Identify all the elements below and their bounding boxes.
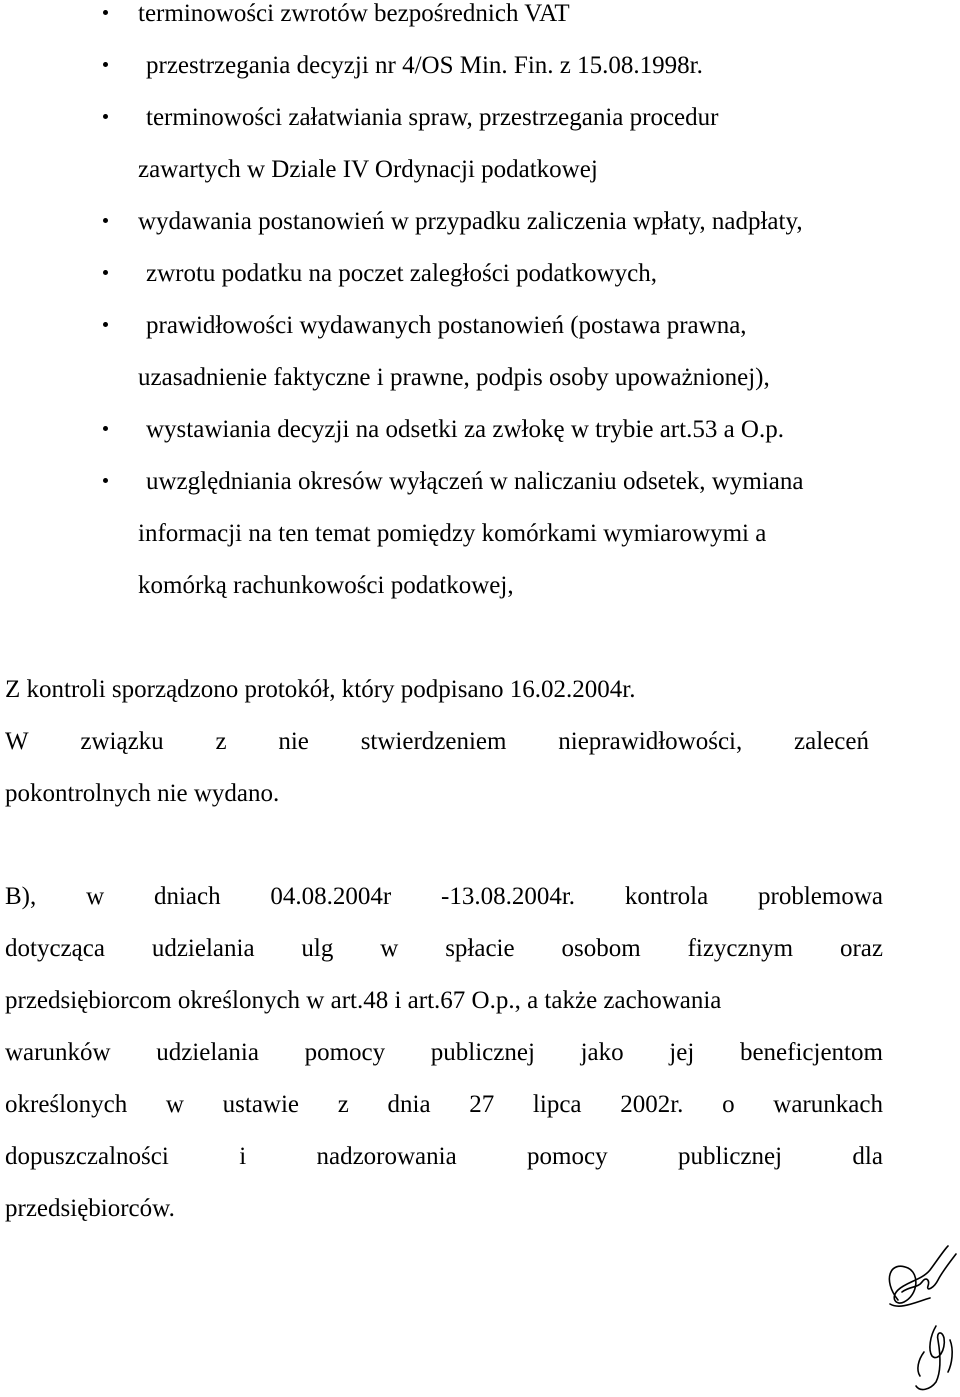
word: ustawie	[222, 1091, 300, 1118]
word: warunkach	[773, 1091, 883, 1118]
word: temat	[315, 520, 371, 547]
word: -13.08.2004r.	[441, 883, 576, 910]
word: fizycznym	[687, 935, 794, 962]
paragraph-line	[5, 923, 883, 975]
bullet-icon	[103, 270, 108, 275]
word: komórkami	[481, 520, 597, 547]
word: o	[722, 1091, 735, 1118]
word: dotycząca	[5, 935, 105, 962]
paragraph-line: przedsiębiorców.	[5, 1195, 175, 1222]
word: ten	[278, 520, 309, 547]
word: dnia	[387, 1091, 431, 1118]
word: nieprawidłowości,	[558, 728, 743, 755]
paragraph-line	[5, 1079, 883, 1131]
list-item-text: zwrotu podatku na poczet zaległości podatkowych,	[146, 260, 657, 287]
word: w	[86, 883, 105, 910]
word: z	[337, 1091, 349, 1118]
word: nie	[278, 728, 309, 755]
list-item-text: terminowości zwrotów bezpośrednich VAT	[138, 0, 570, 27]
word: wydawanych	[299, 312, 432, 339]
list-item-text-continued	[138, 508, 940, 560]
word: okresów	[298, 468, 383, 495]
paragraph-line: pokontrolnych nie wydano.	[5, 780, 280, 807]
list-item	[0, 40, 960, 92]
word: pomocy	[527, 1143, 608, 1170]
list-item-text-continued: zawartych w Dziale IV Ordynacji podatkowej	[138, 156, 598, 183]
word: pomocy	[304, 1039, 386, 1066]
word: kontrola	[624, 883, 709, 910]
word: dla	[852, 1143, 883, 1170]
list-item	[0, 92, 960, 196]
word: związku	[80, 728, 164, 755]
list-item-text: wydawania postanowień w przypadku zaliczenia wpłaty, nadpłaty,	[138, 208, 803, 235]
word: publicznej	[430, 1039, 535, 1066]
word: publicznej	[677, 1143, 783, 1170]
bullet-icon	[103, 10, 108, 15]
word: prawidłowości	[146, 312, 294, 339]
word: ulg	[301, 935, 334, 962]
word: dniach	[153, 883, 221, 910]
word: przestrzegania	[479, 104, 624, 131]
bullet-icon	[103, 62, 108, 67]
word: w	[380, 935, 399, 962]
word: 2002r.	[620, 1091, 684, 1118]
word: warunków	[5, 1039, 111, 1066]
word: z	[215, 728, 227, 755]
bullet-icon	[103, 426, 108, 431]
list-item	[0, 404, 960, 456]
word: udzielania	[151, 935, 255, 962]
list-item	[0, 300, 960, 404]
word: informacji	[138, 520, 243, 547]
word: (postawa	[570, 312, 661, 339]
word: wymiana	[711, 468, 804, 495]
word: prawna,	[666, 312, 747, 339]
paragraph-line: Z kontroli sporządzono protokół, który podpisano 16.02.2004r.	[5, 676, 636, 703]
list-item	[0, 0, 960, 40]
word: odsetek,	[622, 468, 706, 495]
word: i	[239, 1143, 247, 1170]
word: oraz	[839, 935, 883, 962]
bullet-icon	[103, 114, 108, 119]
paragraph-line	[5, 1131, 883, 1183]
word: stwierdzeniem	[360, 728, 507, 755]
bullet-icon	[103, 322, 108, 327]
paragraph-line: przedsiębiorcom określonych w art.48 i art.67 O.p., a także zachowania	[5, 987, 722, 1014]
word: postanowień	[437, 312, 564, 339]
word: w	[165, 1091, 184, 1118]
word: terminowości	[146, 104, 283, 131]
word: wymiarowymi	[603, 520, 750, 547]
list-item	[0, 196, 960, 248]
word: dopuszczalności	[5, 1143, 169, 1170]
control-scope-list	[0, 0, 960, 624]
word: zaleceń	[794, 728, 869, 755]
list-item-text	[138, 300, 944, 352]
word: W	[5, 728, 29, 755]
list-item-text-continued: komórką rachunkowości podatkowej,	[138, 572, 514, 599]
list-item-text: przestrzegania decyzji nr 4/OS Min. Fin. z 15.08.1998r.	[146, 52, 703, 79]
paragraph-line	[5, 716, 869, 768]
handwritten-signature-icon	[860, 1240, 960, 1397]
bullet-icon	[103, 218, 108, 223]
paragraph-line	[5, 871, 883, 923]
list-item-text	[138, 92, 956, 144]
word: nadzorowania	[316, 1143, 457, 1170]
word: 04.08.2004r	[270, 883, 392, 910]
word: B),	[5, 883, 37, 910]
bullet-icon	[103, 478, 108, 483]
word: określonych	[5, 1091, 128, 1118]
word: pomiędzy	[376, 520, 476, 547]
list-item	[0, 248, 960, 300]
word: załatwiania	[288, 104, 403, 131]
word: udzielania	[156, 1039, 259, 1066]
word: uwzględniania	[146, 468, 292, 495]
section-b-paragraph	[5, 871, 883, 1235]
word: lipca	[532, 1091, 582, 1118]
protocol-paragraph	[5, 664, 885, 820]
word: procedur	[629, 104, 719, 131]
word: na	[248, 520, 272, 547]
paragraph-line	[5, 1027, 883, 1079]
word: a	[755, 520, 767, 547]
word: problemowa	[758, 883, 883, 910]
word: spraw,	[408, 104, 473, 131]
word: wyłączeń	[389, 468, 484, 495]
word: jako	[580, 1039, 624, 1066]
list-item-text: wystawiania decyzji na odsetki za zwłokę w trybie art.53 a O.p.	[146, 416, 784, 443]
word: jej	[669, 1039, 695, 1066]
word: spłacie	[445, 935, 515, 962]
list-item-text-continued: uzasadnienie faktyczne i prawne, podpis osoby upoważnionej),	[138, 364, 770, 391]
list-item	[0, 456, 960, 612]
word: naliczaniu	[513, 468, 617, 495]
word: osobom	[561, 935, 641, 962]
word: beneficjentom	[739, 1039, 883, 1066]
list-item-text	[138, 456, 942, 508]
word: 27	[469, 1091, 495, 1118]
word: w	[489, 468, 508, 495]
